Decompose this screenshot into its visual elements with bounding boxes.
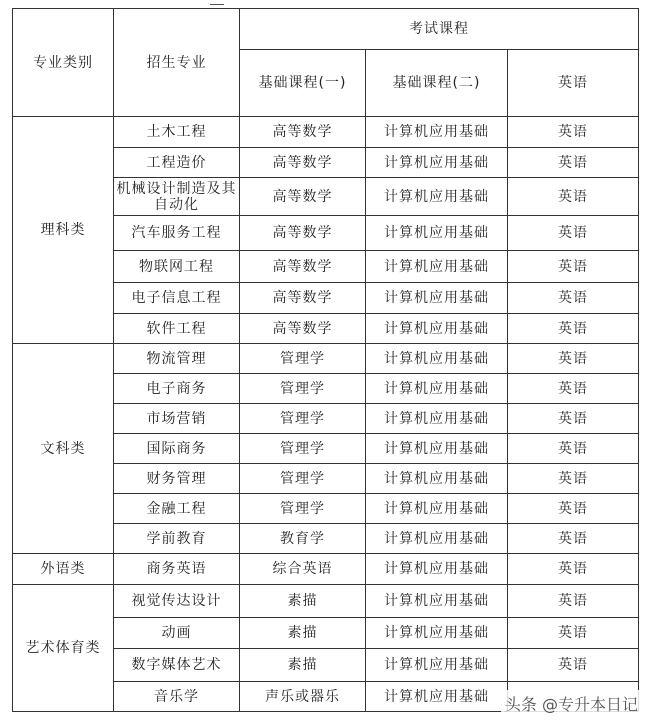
subject-2-cell: 计算机应用基础: [366, 374, 508, 404]
major-cell: 工程造价: [114, 148, 240, 178]
major-cell: 物流管理: [114, 344, 240, 374]
major-cell: 国际商务: [114, 434, 240, 464]
subject-1-cell: 高等数学: [240, 216, 366, 251]
subject-1-cell: 管理学: [240, 344, 366, 374]
header-major: 招生专业: [114, 9, 240, 117]
subject-3-cell: 英语: [508, 618, 639, 649]
subject-3-cell: 英语: [508, 649, 639, 682]
subject-2-cell: 计算机应用基础: [366, 216, 508, 251]
subject-1-cell: 声乐或器乐: [240, 682, 366, 712]
subject-3-cell: 英语: [508, 585, 639, 618]
major-cell: 金融工程: [114, 494, 240, 524]
header-category: 专业类别: [13, 9, 114, 117]
subject-3-cell: 英语: [508, 251, 639, 283]
subject-1-cell: 素描: [240, 649, 366, 682]
subject-2-cell: 计算机应用基础: [366, 283, 508, 314]
subject-1-cell: 综合英语: [240, 554, 366, 585]
subject-2-cell: 计算机应用基础: [366, 585, 508, 618]
subject-3-cell: 英语: [508, 404, 639, 434]
subject-2-cell: 计算机应用基础: [366, 682, 508, 712]
major-cell: 学前教育: [114, 524, 240, 554]
subject-2-cell: 计算机应用基础: [366, 554, 508, 585]
major-cell: 物联网工程: [114, 251, 240, 283]
subject-2-cell: 计算机应用基础: [366, 178, 508, 216]
subject-1-cell: 高等数学: [240, 283, 366, 314]
subject-2-cell: 计算机应用基础: [366, 494, 508, 524]
subject-3-cell: 英语: [508, 494, 639, 524]
subject-1-cell: 高等数学: [240, 148, 366, 178]
category-cell: 外语类: [13, 554, 114, 585]
major-cell: 土木工程: [114, 117, 240, 148]
major-cell: 软件工程: [114, 314, 240, 344]
subject-2-cell: 计算机应用基础: [366, 314, 508, 344]
subject-2-cell: 计算机应用基础: [366, 251, 508, 283]
major-cell: 商务英语: [114, 554, 240, 585]
major-cell: 数字媒体艺术: [114, 649, 240, 682]
subject-2-cell: 计算机应用基础: [366, 148, 508, 178]
subject-2-cell: 计算机应用基础: [366, 404, 508, 434]
major-cell: 动画: [114, 618, 240, 649]
subject-2-cell: 计算机应用基础: [366, 618, 508, 649]
subject-3-cell: 英语: [508, 524, 639, 554]
subject-1-cell: 管理学: [240, 464, 366, 494]
subject-2-cell: 计算机应用基础: [366, 434, 508, 464]
major-cell: 市场营销: [114, 404, 240, 434]
subject-3-cell: 英语: [508, 283, 639, 314]
subject-1-cell: 素描: [240, 585, 366, 618]
watermark: 头条 @专升本日记: [501, 690, 642, 717]
subject-1-cell: 素描: [240, 618, 366, 649]
category-cell: 文科类: [13, 344, 114, 554]
table-row: [13, 344, 639, 374]
subject-1-cell: 管理学: [240, 404, 366, 434]
subject-3-cell: 英语: [508, 314, 639, 344]
category-cell: 艺术体育类: [13, 585, 114, 712]
subject-1-cell: 教育学: [240, 524, 366, 554]
table-row: [13, 585, 639, 618]
subject-1-cell: 管理学: [240, 494, 366, 524]
subject-1-cell: 高等数学: [240, 178, 366, 216]
header-subject-1: 基础课程(一): [240, 50, 366, 117]
subject-3-cell: 英语: [508, 117, 639, 148]
subject-2-cell: 计算机应用基础: [366, 649, 508, 682]
subject-3-cell: 英语: [508, 434, 639, 464]
subject-3-cell: 英语: [508, 554, 639, 585]
subject-2-cell: 计算机应用基础: [366, 464, 508, 494]
header-exam-subjects: 考试课程: [240, 9, 639, 50]
category-cell: 理科类: [13, 117, 114, 344]
subject-2-cell: 计算机应用基础: [366, 344, 508, 374]
major-cell: 汽车服务工程: [114, 216, 240, 251]
table-body: [13, 117, 639, 712]
subject-3-cell: 英语: [508, 148, 639, 178]
header-subject-3: 英语: [508, 50, 639, 117]
subject-3-cell: 英语: [508, 344, 639, 374]
subject-2-cell: 计算机应用基础: [366, 524, 508, 554]
subject-3-cell: 英语: [508, 374, 639, 404]
subject-1-cell: 高等数学: [240, 314, 366, 344]
major-cell: 视觉传达设计: [114, 585, 240, 618]
header-subject-2: 基础课程(二): [366, 50, 508, 117]
subject-1-cell: 管理学: [240, 374, 366, 404]
subject-1-cell: 高等数学: [240, 251, 366, 283]
major-cell: 财务管理: [114, 464, 240, 494]
major-cell: 机械设计制造及其自动化: [114, 178, 240, 216]
subject-1-cell: 管理学: [240, 434, 366, 464]
table-row: [13, 554, 639, 585]
major-cell: 电子信息工程: [114, 283, 240, 314]
top-edge-mark: [210, 0, 224, 5]
subject-3-cell: 英语: [508, 216, 639, 251]
subject-1-cell: 高等数学: [240, 117, 366, 148]
major-cell: 电子商务: [114, 374, 240, 404]
major-cell: 音乐学: [114, 682, 240, 712]
exam-subjects-table: [12, 8, 639, 712]
table-row: [13, 117, 639, 148]
subject-2-cell: 计算机应用基础: [366, 117, 508, 148]
subject-3-cell: 英语: [508, 464, 639, 494]
subject-3-cell: 英语: [508, 178, 639, 216]
